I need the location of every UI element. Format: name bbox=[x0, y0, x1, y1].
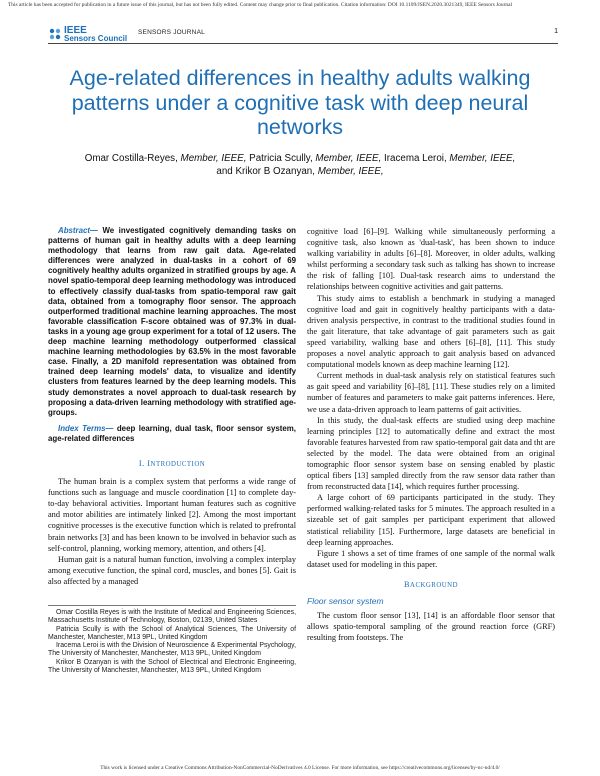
subsection-heading: Floor sensor system bbox=[307, 596, 384, 606]
author-name: Iracema Leroi, bbox=[384, 153, 447, 164]
paragraph: cognitive load [6]–[9]. Walking while simultaneously performing a cognitive task, also known as 'dual-task', has been shown to induce walking variability in adults [6]–[8]. Moreover, in older adults, walking whilst performing a secondary task such as talking has shown to increase the risk of falling [10]. Dual-task research aims to understand the relationships between cognitive activities and gait patterns. bbox=[307, 227, 555, 292]
index-terms bbox=[48, 424, 296, 444]
author-line-1 bbox=[40, 153, 560, 166]
paragraph: Current methods in dual-task analysis rely on statistical features such as gait speed and variability [6]–[8], [11]. These studies rely on a limited number of features and parameters to make gait patterns inferences. Here, we use a data-driven approach to learn patterns of gait activities. bbox=[307, 371, 555, 414]
paragraph: A large cohort of 69 participants participated in the study. They performed walking-related tasks for 5 minutes. The approach resulted in a sizeable set of gait samples per participant experiment that allowed statistical reliability [15]. Furthermore, large datasets are beneficial in deep learning approaches. bbox=[307, 493, 555, 547]
author-line-2 bbox=[40, 166, 560, 179]
sensors-council-icon bbox=[48, 27, 62, 41]
author-role: Member, IEEE, bbox=[449, 153, 516, 164]
license-notice: This work is licensed under a Creative Commons Attribution-NonCommercial-NoDerivatives 4.0 License. For more information, see https://creativecommons.org/licenses/by-nc-nd/4.0/ bbox=[100, 765, 500, 771]
logo-line-2: Sensors Council bbox=[64, 33, 128, 43]
journal-name: SENSORS JOURNAL bbox=[138, 29, 205, 36]
author-name: Omar Costilla-Reyes, bbox=[84, 153, 178, 164]
paragraph: Human gait is a natural human function, involving a complex interplay among executive function, the spinal cord, muscles, and bones [5]. Gait is also affected by a managed bbox=[48, 554, 296, 586]
footnote: Krikor B Ozanyan is with the School of Electrical and Electronic Engineering, The University of Manchester, Manchester, M13 9PL, United Kingdom bbox=[48, 658, 296, 675]
abstract-label: Abstract— bbox=[58, 226, 98, 235]
author-role: Member, IEEE, bbox=[315, 153, 382, 164]
paragraph: The custom floor sensor [13], [14] is an affordable floor sensor that allows spatio-temporal sampling of the ground reaction force (GRF) resulting from footsteps. The bbox=[307, 611, 555, 643]
paper-title: Age-related differences in healthy adults walking patterns under a cognitive task with deep neural networks bbox=[69, 66, 531, 139]
section-heading-introduction: I. INTRODUCTION bbox=[138, 458, 206, 468]
header-rule bbox=[48, 43, 558, 44]
author-name: and Krikor B Ozanyan, bbox=[216, 165, 315, 177]
author-name: Patricia Scully, bbox=[249, 153, 313, 164]
left-column bbox=[48, 226, 296, 587]
author-affiliations bbox=[48, 605, 296, 675]
page-number: 1 bbox=[554, 28, 558, 35]
paragraph: In this study, the dual-task effects are studied using deep machine learning principles [12] to automatically define and extract the most favorable features harvested from raw spatio-temporal gait data and tht are selected by the model. The data were obtained from an original tomographic floor sensor system base on sensing enabled by plastic optical fibers [13] sampled directly from the raw sensor data rather than from reconstructed data [14], which requires further processing. bbox=[307, 415, 555, 492]
paragraph: Figure 1 shows a set of time frames of one sample of the normal walk dataset used for modeling in this paper. bbox=[307, 548, 555, 569]
abstract-text: We investigated cognitively demanding tasks on patterns of human gait in healthy adults with a deep learning methodology that learns from raw gait data. Age-related differences were analyzed in dual-tasks in a cohort of 69 cognitively healthy adults organized in stratified groups by age. A novel spatio-temporal deep learning methodology was introduced to effectively classify dual-tasks from spatio-temporal raw gait data, obtained from a tomography floor sensor. The approach outperformed traditional machine learning approaches. The most favorable classification F-score obtained was of 97.3% in dual-tasks in a young age group experiment for a total of 12 users. The deep machine learning methodology outperformed classical machine learning methodologies by 63.5% in the most favorable case. Finally, a 2D manifold representation was obtained from trained deep learning models' data, to visualize and identify clusters from features learned by the deep learning models. This study demonstrates a novel approach to dual-task research by proposing a data-driven learning methodology with stratified age-groups. bbox=[48, 226, 296, 417]
ieee-sensors-council-logo bbox=[48, 26, 127, 42]
right-column bbox=[307, 226, 555, 643]
abstract bbox=[48, 226, 296, 418]
section-heading-background: BACKGROUND bbox=[404, 579, 458, 589]
footnote: Omar Costilla Reyes is with the Institute of Medical and Engineering Sciences, Massachusetts Institute of Technology, Boston, 02139, United States bbox=[48, 609, 296, 625]
publication-notice: This article has been accepted for publication in a future issue of this journal, but has not been fully edited. Content may change prior to final publication. Citation information: DOI 10.1109/JSEN.2020.3021349, IEEE Sensors Journal bbox=[8, 2, 513, 8]
footnote: Iracema Leroi is with the Division of Neuroscience & Experimental Psychology, The University of Manchester, Manchester, M13 9PL, United Kingdom bbox=[48, 642, 296, 658]
author-list bbox=[40, 153, 560, 178]
footnote: Patricia Scully is with the School of Analytical Sciences, The University of Manchester, Manchester, M13 9PL, United Kingdom bbox=[48, 625, 296, 641]
index-terms-text: deep learning, dual task, floor sensor system, age-related differences bbox=[48, 423, 296, 443]
paragraph: The human brain is a complex system that performs a wide range of functions such as language and muscle coordination [1] to complete day-to-day behavioral activities. Important human features such as cognitive and motor abilities are intimately linked [2]. Among the most important cognitive processes is the executive function which is related to prefrontal brain networks [3] and has been known to be involved in behavior such as self-control, planning, working memory, attention, and others [4]. bbox=[48, 477, 296, 553]
author-role: Member, IEEE, bbox=[180, 153, 247, 164]
paragraph: This study aims to establish a benchmark in studying a managed cognitive load and gait in cognitively healthy participants with a data-driven analysis perspective, in contrast to the traditional studies found in the gait literature, that take advantage of gait parameters such as gait speed variability, walking base and others [6]–[8], [11]. This study proposes a novel analytic approach to gait analysis based on advanced computational models known as deep machine learning [12]. bbox=[307, 293, 555, 370]
journal-header bbox=[48, 26, 558, 42]
index-terms-label: Index Terms— bbox=[58, 423, 114, 433]
logo-line-1: IEEE bbox=[64, 24, 87, 36]
author-role: Member, IEEE, bbox=[317, 165, 384, 177]
